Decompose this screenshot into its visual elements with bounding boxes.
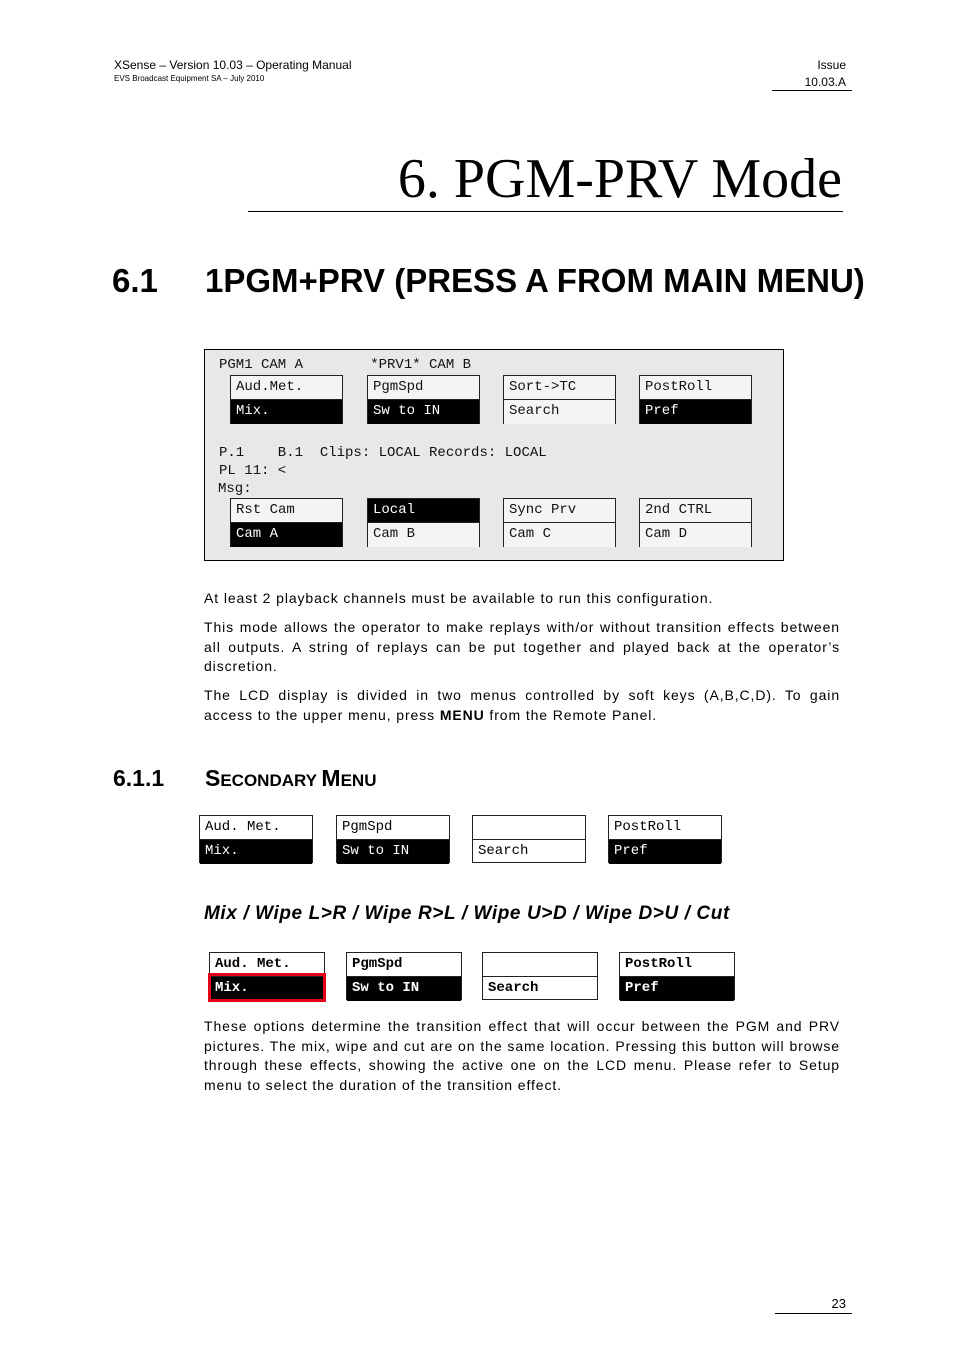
key-top-label: Aud. Met. bbox=[210, 953, 324, 977]
option-key-d bbox=[619, 952, 735, 1000]
key-top-label: Sync Prv bbox=[504, 499, 615, 523]
paragraph-lcd-menus bbox=[204, 686, 840, 725]
issue-label: Issue bbox=[817, 58, 846, 72]
secondary-key-c bbox=[472, 815, 586, 863]
key-top-label: PostRoll bbox=[620, 953, 734, 977]
lcd-key-b-upper bbox=[367, 375, 480, 424]
lcd-key-a-lower bbox=[230, 498, 343, 547]
key-bottom-label: Search bbox=[488, 980, 539, 996]
key-bottom-label: Mix. bbox=[210, 977, 324, 1001]
paragraph-text: The LCD display is divided in two menus controlled by soft keys (A,B,C,D). To gain access to the upper menu, press bbox=[204, 687, 840, 723]
document-title: XSense – Version 10.03 – Operating Manual bbox=[114, 58, 352, 72]
key-bottom-label: Mix. bbox=[200, 840, 312, 864]
lcd-key-d-upper bbox=[639, 375, 752, 424]
key-bottom-label: Sw to IN bbox=[368, 400, 479, 424]
highlight-box bbox=[208, 973, 326, 1002]
paragraph-transition-options: These options determine the transition effect that will occur between the PGM and PRV pictures. The mix, wipe and cut are on the same location. Pressing this button will browse through these effects, showing the active one on the LCD menu. Please refer to Setup menu to select the duration of the transition effect. bbox=[204, 1018, 840, 1093]
key-bottom-label: Cam D bbox=[640, 523, 751, 547]
key-bottom-label: Pref bbox=[609, 840, 721, 864]
key-bottom-label: Sw to IN bbox=[337, 840, 449, 864]
menu-key-name: MENU bbox=[439, 706, 485, 723]
lcd-display bbox=[204, 349, 784, 561]
subsection-number: 6.1.1 bbox=[113, 765, 165, 791]
key-bottom-label: Cam B bbox=[368, 523, 479, 547]
paragraph-text: from the Remote Panel. bbox=[484, 706, 658, 723]
lcd-info-line-2: PL 11: < bbox=[219, 463, 287, 479]
title-initial: S bbox=[205, 765, 221, 791]
page-number: 23 bbox=[831, 1296, 846, 1311]
key-bottom-label: Cam C bbox=[504, 523, 615, 547]
subsection-title bbox=[205, 765, 377, 792]
key-top-label: 2nd CTRL bbox=[640, 499, 751, 523]
lcd-key-d-lower bbox=[639, 498, 752, 547]
issue-number: 10.03.A bbox=[804, 75, 846, 89]
key-bottom-label: Search bbox=[478, 843, 529, 859]
key-top-label bbox=[483, 953, 597, 977]
header-rule bbox=[772, 90, 852, 91]
key-top-label: PgmSpd bbox=[347, 953, 461, 977]
option-key-c bbox=[482, 952, 598, 1000]
key-bottom-label: Sw to IN bbox=[347, 977, 461, 1001]
option-key-b bbox=[346, 952, 462, 1000]
footer-rule bbox=[775, 1313, 852, 1314]
section-number: 6.1 bbox=[112, 262, 158, 299]
key-bottom-label: Search bbox=[504, 400, 615, 424]
key-top-label: Aud.Met. bbox=[231, 376, 342, 400]
secondary-key-d bbox=[608, 815, 722, 863]
document-publisher: EVS Broadcast Equipment SA – July 2010 bbox=[114, 74, 265, 83]
key-top-label bbox=[473, 816, 585, 840]
lcd-info-line-1: P.1 B.1 Clips: LOCAL Records: LOCAL bbox=[219, 445, 547, 461]
chapter-title: 6. PGM-PRV Mode bbox=[397, 148, 842, 210]
key-top-label: PostRoll bbox=[640, 376, 751, 400]
chapter-rule bbox=[248, 211, 843, 212]
key-top-label: Aud. Met. bbox=[200, 816, 312, 840]
lcd-key-c-upper bbox=[503, 375, 616, 424]
key-top-label: Local bbox=[368, 499, 479, 523]
paragraph-requirements: At least 2 playback channels must be available to run this configuration. bbox=[204, 590, 714, 606]
lcd-key-a-upper bbox=[230, 375, 343, 424]
lcd-key-b-lower bbox=[367, 498, 480, 547]
title-smallcaps: ENU bbox=[340, 771, 377, 790]
secondary-key-b bbox=[336, 815, 450, 863]
paragraph-mode-description: This mode allows the operator to make replays with/or without transition effects between all outputs. A string of replays can be put together and played back at the operator’s discretion. bbox=[204, 619, 840, 674]
section-title: 1PGM+PRV (PRESS A FROM MAIN MENU) bbox=[205, 262, 865, 299]
key-top-label: Sort->TC bbox=[504, 376, 615, 400]
key-bottom-label: Pref bbox=[640, 400, 751, 424]
key-bottom-label: Cam A bbox=[231, 523, 342, 547]
key-top-label: PgmSpd bbox=[337, 816, 449, 840]
lcd-header-line: PGM1 CAM A *PRV1* CAM B bbox=[219, 357, 472, 373]
option-heading: Mix / Wipe L>R / Wipe R>L / Wipe U>D / Wipe D>U / Cut bbox=[204, 903, 730, 924]
key-top-label: PgmSpd bbox=[368, 376, 479, 400]
secondary-key-a bbox=[199, 815, 313, 863]
title-initial: M bbox=[321, 765, 341, 791]
key-bottom-label: Pref bbox=[620, 977, 734, 1001]
lcd-message-line: Msg: bbox=[218, 481, 252, 497]
key-top-label: Rst Cam bbox=[231, 499, 342, 523]
key-bottom-label: Mix. bbox=[231, 400, 342, 424]
lcd-key-c-lower bbox=[503, 498, 616, 547]
title-smallcaps: ECONDARY bbox=[220, 771, 322, 790]
key-top-label: PostRoll bbox=[609, 816, 721, 840]
